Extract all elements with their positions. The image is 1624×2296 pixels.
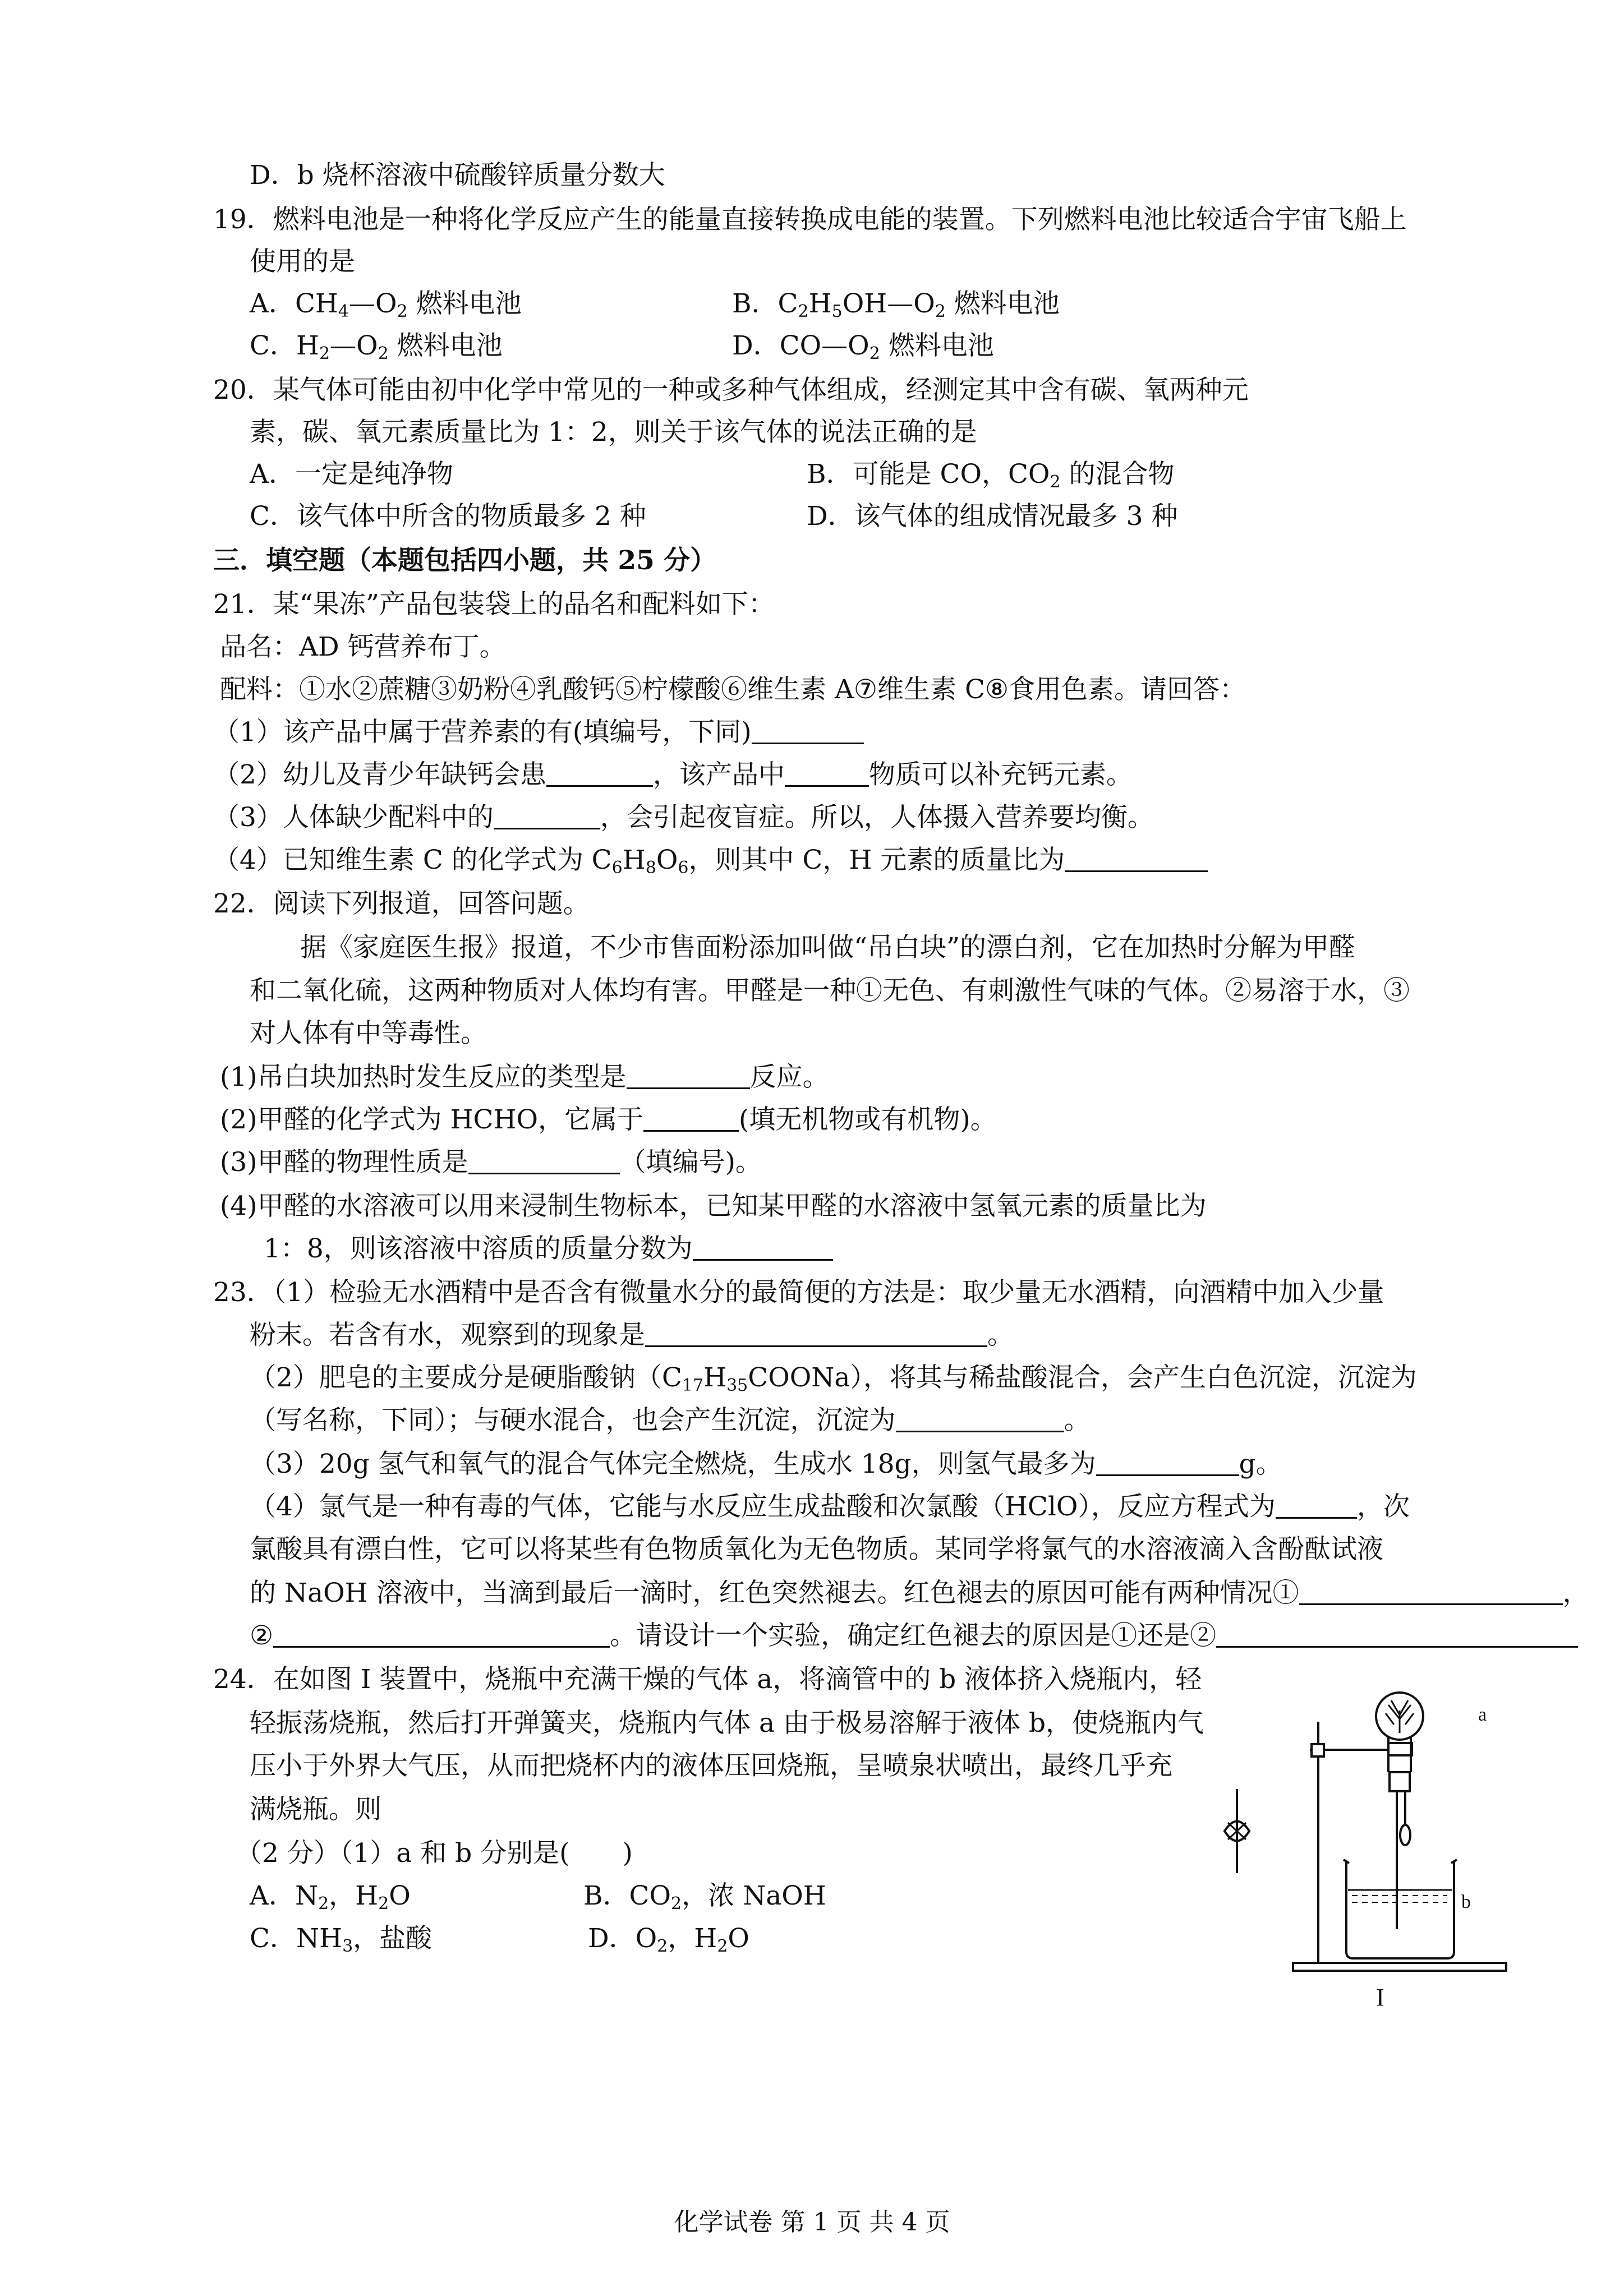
q22-part2: (2)甲醛的化学式为 HCHO，它属于 (填无机物或有机物)。 — [220, 1104, 997, 1135]
q23-line9: ② 。请设计一个实验，确定红色褪去的原因是①还是② — [250, 1619, 1578, 1653]
answer-blank[interactable] — [1096, 1452, 1239, 1476]
q23-line2: 粉末。若含有水，观察到的现象是 。 — [250, 1320, 1014, 1350]
q20-option-a: A．一定是纯净物 — [250, 459, 453, 490]
q24-line4: 满烧瓶。则 — [250, 1794, 381, 1825]
answer-blank[interactable] — [643, 1108, 739, 1132]
q22-part4-line1: (4)甲醛的水溶液可以用来浸制生物标本，已知某甲醛的水溶液中氢氧元素的质量比为 — [220, 1191, 1207, 1221]
q23-line3: （2）肥皂的主要成分是硬脂酸钠$(C_{17}H_{35}COONa)$，将其与稀盐酸混合，会产生白色沉淀，沉淀为 — [250, 1362, 1417, 1395]
q23-line7: 氯酸具有漂白性，它可以将某些有色物质氧化为无色物质。某同学将氯气的水溶液滴入含酚酞试液 — [250, 1534, 1383, 1565]
q23-line4: （写名称，下同）；与硬水混合，也会产生沉淀，沉淀为 。 — [250, 1405, 1091, 1436]
q19-option-a: A．$CH_4—O_2$ 燃料电池 — [250, 288, 522, 321]
answer-blank[interactable] — [273, 1624, 610, 1648]
q18-option-d: D．b 烧杯溶液中硫酸锌质量分数大 — [250, 160, 665, 191]
q19-option-b: B．$C_2H_5OH—O_2$ 燃料电池 — [732, 288, 1060, 321]
answer-blank[interactable] — [468, 1150, 620, 1174]
answer-blank[interactable] — [1216, 1624, 1578, 1648]
q20-option-d: D．该气体的组成情况最多 3 种 — [807, 501, 1178, 532]
q24-option-a: A．$N_2$，$H_2O$ — [250, 1880, 411, 1914]
label-a: a — [1478, 1704, 1487, 1725]
label-b: b — [1461, 1892, 1471, 1912]
page-footer: 化学试卷 第 1 页 共 4 页 — [674, 2208, 950, 2237]
q24-line5: （2 分）（1）a 和 b 分别是( ) — [236, 1838, 633, 1869]
answer-blank[interactable] — [896, 1408, 1064, 1432]
q22-part4-line2: 1：8，则该溶液中溶质的质量分数为 — [264, 1232, 833, 1266]
q22-stem: 22．阅读下列报道，回答问题。 — [213, 888, 590, 919]
q20-option-b: B．可能是 CO，$CO_2$ 的混合物 — [807, 459, 1175, 492]
beaker — [1346, 1862, 1454, 1958]
q22-part1: (1)吊白块加热时发生反应的类型是 反应。 — [220, 1062, 829, 1092]
q23-line8: 的 NaOH 溶液中，当滴到最后一滴时，红色突然褪去。红色褪去的原因可能有两种情况① ， — [250, 1578, 1589, 1608]
q21-stem: 21．某“果冻”产品包装袋上的品名和配料如下： — [213, 589, 775, 620]
answer-blank[interactable] — [1065, 848, 1208, 872]
q23-line6: （4）氯气是一种有毒的气体，它能与水反应生成盐酸和次氯酸（HClO），反应方程式为 ，次 — [250, 1491, 1410, 1522]
q23-line1: 23．（1）检验无水酒精中是否含有微量水分的最简便的方法是：取少量无水酒精，向酒精中加入少量 — [213, 1277, 1384, 1308]
q19-option-d: D．$CO—O_2$ 燃料电池 — [732, 330, 994, 363]
q23-line5: （3）20g 氢气和氧气的混合气体完全燃烧，生成水 18g，则氢气最多为 g。 — [250, 1449, 1282, 1479]
q21-part3: （3）人体缺少配料中的 ，会引起夜盲症。所以，人体摄入营养要均衡。 — [213, 802, 1154, 833]
q24-option-c: C．$NH_3$，盐酸 — [250, 1923, 433, 1956]
answer-blank[interactable] — [1276, 1495, 1357, 1519]
dropper-bulb — [1400, 1825, 1410, 1845]
q19-stem-line2: 使用的是 — [250, 246, 355, 277]
q24-option-d: D．$O_2$，$H_2O$ — [588, 1923, 749, 1956]
answer-blank[interactable] — [785, 763, 869, 787]
q22-report-line2: 和二氧化硫，这两种物质对人体均有害。甲醛是一种①无色、有刺激性气味的气体。②易溶于水，③ — [250, 975, 1410, 1006]
q21-part1: （1）该产品中属于营养素的有(填编号，下同) — [213, 716, 864, 749]
q20-option-c: C．该气体中所含的物质最多 2 种 — [250, 501, 646, 532]
stand-base — [1293, 1963, 1506, 1971]
answer-blank[interactable] — [693, 1237, 833, 1261]
section-title: 三．填空题（本题包括四小题，共 25 分） — [213, 545, 717, 576]
q21-part4: （4）已知维生素 C 的化学式为 $C_6H_8O_6$，则其中 C，H 元素的质量比为 — [213, 843, 1208, 877]
answer-blank[interactable] — [627, 1065, 750, 1089]
answer-blank[interactable] — [645, 1323, 987, 1347]
q21-ingredients: 配料：①水②蔗糖③奶粉④乳酸钙⑤柠檬酸⑥维生素 A⑦维生素 C⑧食用色素。请回答： — [220, 674, 1246, 705]
answer-blank[interactable] — [1299, 1581, 1563, 1605]
q19-stem-line1: 19．燃料电池是一种将化学反应产生的能量直接转换成电能的装置。下列燃料电池比较适合宇宙飞船上 — [213, 204, 1407, 235]
q22-report-line1: 据《家庭医生报》报道，不少市售面粉添加叫做“吊白块”的漂白剂，它在加热时分解为甲醛 — [300, 932, 1356, 963]
q21-product-name: 品名：AD 钙营养布丁。 — [220, 631, 506, 662]
q22-report-line3: 对人体有中等毒性。 — [250, 1018, 487, 1049]
q20-stem-line1: 20．某气体可能由初中化学中常见的一种或多种气体组成，经测定其中含有碳、氧两种元 — [213, 375, 1249, 405]
fountain-apparatus-figure — [1220, 1688, 1512, 2013]
q19-option-c: C．$H_2—O_2$ 燃料电池 — [250, 330, 503, 363]
q22-part3: (3)甲醛的物理性质是 （填编号)。 — [220, 1147, 762, 1178]
q24-line1: 24．在如图 I 装置中，烧瓶中充满干燥的气体 a，将滴管中的 b 液体挤入烧瓶内，轻 — [213, 1664, 1202, 1695]
stopper — [1390, 1772, 1410, 1791]
q24-line2: 轻振荡烧瓶，然后打开弹簧夹，烧瓶内气体 a 由于极易溶解于液体 b，使烧瓶内气 — [250, 1708, 1204, 1739]
q20-stem-line2: 素，碳、氧元素质量比为 1：2，则关于该气体的说法正确的是 — [250, 417, 977, 448]
figure-caption: I — [1376, 1984, 1384, 2011]
answer-blank[interactable] — [494, 805, 600, 829]
answer-blank[interactable] — [752, 720, 864, 744]
q21-part2: （2）幼儿及青少年缺钙会患 ，该产品中 物质可以补充钙元素。 — [213, 759, 1133, 790]
q24-option-b: B．$CO_2$，浓 NaOH — [583, 1880, 826, 1914]
answer-blank[interactable] — [546, 763, 653, 787]
q24-line3: 压小于外界大气压，从而把烧杯内的液体压回烧瓶，呈喷泉状喷出，最终几乎充 — [250, 1750, 1172, 1781]
